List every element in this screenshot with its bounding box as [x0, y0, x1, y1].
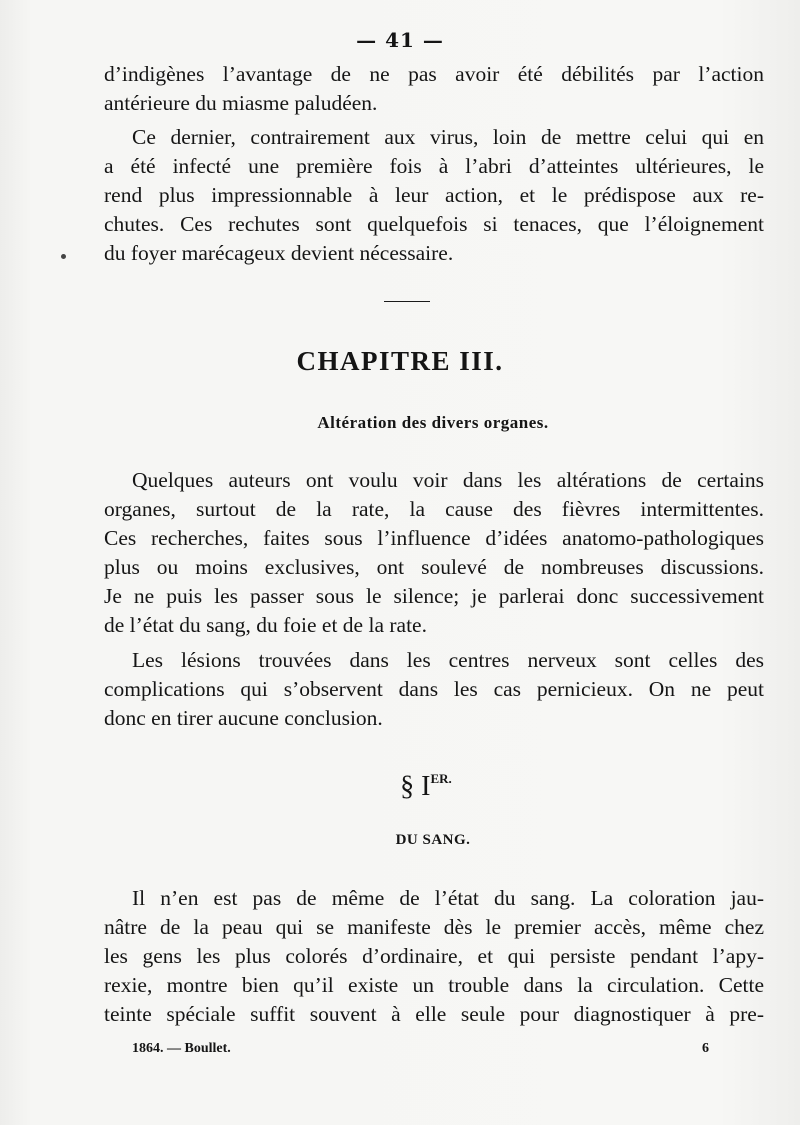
text-line: les gens les plus colorés d’ordinaire, et qui persiste pendant l’apy- — [104, 944, 764, 968]
text-line: complications qui s’observent dans les cas pernicieux. On ne peut — [104, 677, 764, 701]
text-line: Ces recherches, faites sous l’influence d’idées anatomo-pathologiques — [104, 526, 764, 550]
text-line: Quelques auteurs ont voulu voir dans les altérations de certains — [132, 468, 764, 492]
section-symbol: § I — [400, 771, 431, 802]
section-superscript: ER. — [430, 771, 452, 786]
section-title: DU SANG. — [395, 832, 471, 848]
footer-sheet-number: 6 — [702, 1041, 709, 1056]
chapter-title: CHAPITRE III. — [296, 346, 504, 376]
text-line: Les lésions trouvées dans les centres nerveux sont celles des — [132, 648, 764, 672]
text-line: a été infecté une première fois à l’abri d’atteintes ultérieures, le — [104, 154, 764, 178]
text-line: de l’état du sang, du foie et de la rate. — [104, 613, 427, 637]
section-mark — [0, 771, 800, 803]
text-line: plus ou moins exclusives, ont soulevé de nombreuses discussions. — [104, 555, 764, 579]
chapter-subtitle: Altération des divers organes. — [317, 413, 549, 432]
text-line: organes, surtout de la rate, la cause des fièvres intermittentes. — [104, 497, 764, 521]
text-line: Il n’en est pas de même de l’état du sang. La coloration jau- — [132, 886, 764, 910]
paragraph-1 — [104, 60, 764, 118]
paragraph-4 — [104, 646, 764, 733]
footer-signature: 1864. — Boullet. — [132, 1041, 231, 1056]
text-line: teinte spéciale suffit souvent à elle seule pour diagnostiquer à pre- — [104, 1002, 764, 1026]
margin-mark — [61, 254, 66, 259]
text-line: antérieure du miasme paludéen. — [104, 91, 378, 115]
text-line: nâtre de la peau qui se manifeste dès le premier accès, même chez — [104, 915, 764, 939]
paragraph-2 — [104, 123, 764, 268]
page-number: — 41 — — [356, 28, 444, 52]
text-line: rend plus impressionnable à leur action, et le prédispose aux re- — [104, 183, 764, 207]
section-divider — [384, 301, 430, 302]
text-line: rexie, montre bien qu’il existe un trouble dans la circulation. Cette — [104, 973, 764, 997]
paragraph-3 — [104, 466, 764, 640]
text-line: Je ne puis les passer sous le silence; je parlerai donc successivement — [104, 584, 764, 608]
paragraph-5 — [104, 884, 764, 1029]
text-line: donc en tirer aucune conclusion. — [104, 706, 383, 730]
text-line: Ce dernier, contrairement aux virus, loin de mettre celui qui en — [132, 125, 764, 149]
text-line: du foyer marécageux devient nécessaire. — [104, 241, 454, 265]
text-line: chutes. Ces rechutes sont quelquefois si tenaces, que l’éloignement — [104, 212, 764, 236]
text-line: d’indigènes l’avantage de ne pas avoir été débilités par l’action — [104, 62, 764, 86]
